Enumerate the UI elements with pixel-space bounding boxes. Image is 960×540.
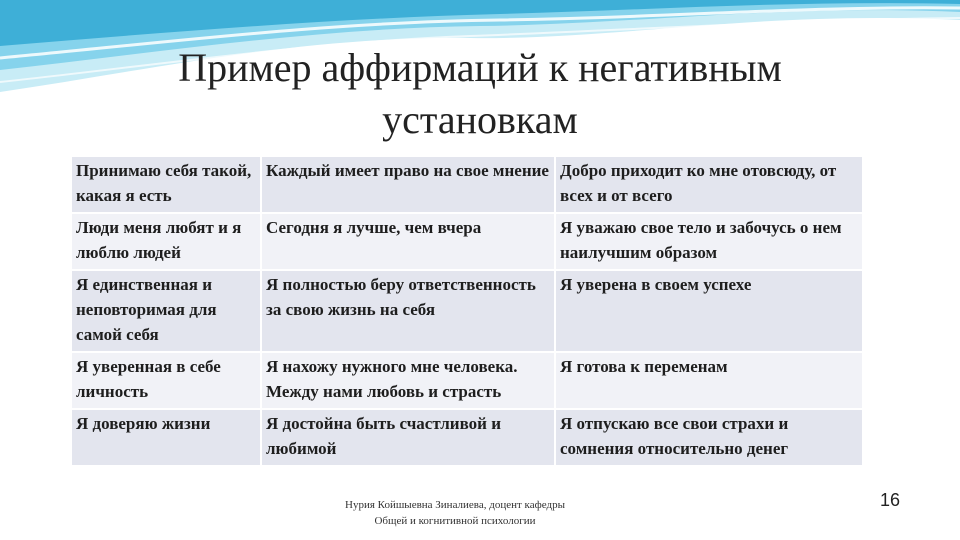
table-cell: Я полностью беру ответственность за свою жизнь на себя xyxy=(262,271,556,353)
table-cell: Я единственная и неповторимая для самой себя xyxy=(72,271,262,353)
table-cell: Я достойна быть счастливой и любимой xyxy=(262,410,556,467)
table-cell: Я готова к переменам xyxy=(556,353,862,410)
table-row xyxy=(72,410,862,467)
table-cell: Сегодня я лучше, чем вчера xyxy=(262,214,556,271)
slide-footer xyxy=(300,497,610,529)
title-line-2: установкам xyxy=(382,97,578,142)
table-row xyxy=(72,353,862,410)
table-cell: Я отпускаю все свои страхи и сомнения относительно денег xyxy=(556,410,862,467)
title-line-1: Пример аффирмаций к негативным xyxy=(178,45,782,90)
table-cell: Я уверена в своем успехе xyxy=(556,271,862,353)
table-cell: Люди меня любят и я люблю людей xyxy=(72,214,262,271)
affirmations-table xyxy=(72,157,862,467)
footer-line-1: Нурия Койшыевна Зиналиева, доцент кафедры xyxy=(345,499,565,511)
table-cell: Каждый имеет право на свое мнение xyxy=(262,157,556,214)
footer-line-2: Общей и когнитивной психологии xyxy=(374,515,536,527)
table-cell: Я доверяю жизни xyxy=(72,410,262,467)
table-row xyxy=(72,157,862,214)
slide-title xyxy=(0,42,960,146)
page-number: 16 xyxy=(880,490,901,510)
table-cell: Я уважаю свое тело и забочусь о нем наилучшим образом xyxy=(556,214,862,271)
table-cell: Принимаю себя такой, какая я есть xyxy=(72,157,262,214)
table-cell: Я уверенная в себе личность xyxy=(72,353,262,410)
table-row xyxy=(72,214,862,271)
table-cell: Добро приходит ко мне отовсюду, от всех и от всего xyxy=(556,157,862,214)
table-cell: Я нахожу нужного мне человека. Между нами любовь и страсть xyxy=(262,353,556,410)
table-row xyxy=(72,271,862,353)
